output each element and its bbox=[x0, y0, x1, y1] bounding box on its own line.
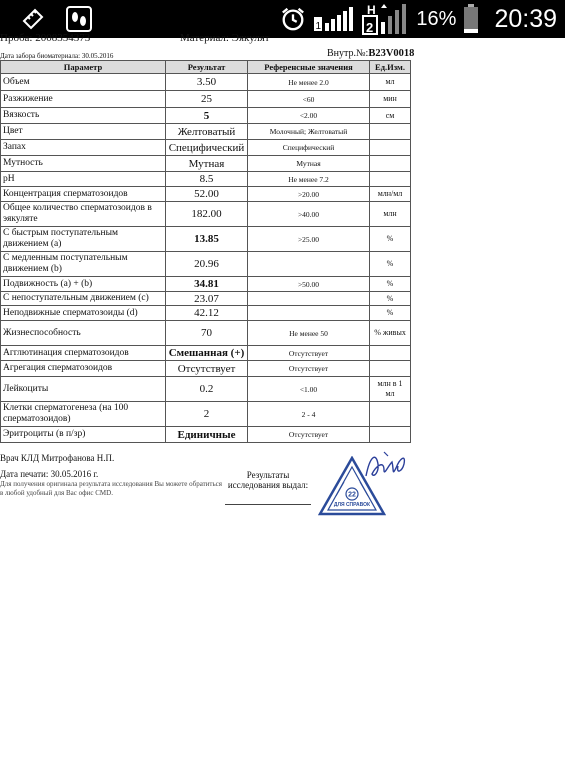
issued-by-signature-line bbox=[225, 504, 311, 505]
unit-value bbox=[370, 427, 411, 443]
internal-number-label: Внутр.№: bbox=[327, 48, 369, 59]
unit-value: % живых bbox=[370, 321, 411, 346]
reference-value: >20.00 bbox=[248, 187, 370, 202]
table-row bbox=[1, 292, 411, 306]
unit-value: % bbox=[370, 227, 411, 252]
unit-value bbox=[370, 140, 411, 156]
result-value: 182.00 bbox=[166, 202, 248, 227]
result-value: 3.50 bbox=[166, 74, 248, 91]
parameter-name: Мутность bbox=[1, 156, 166, 172]
parameter-name: Концентрация сперматозоидов bbox=[1, 187, 166, 202]
reference-value: 2 - 4 bbox=[248, 402, 370, 427]
header-parameter: Параметр bbox=[1, 61, 166, 74]
result-value: Мутная bbox=[166, 156, 248, 172]
result-value: 52.00 bbox=[166, 187, 248, 202]
doctor-signature bbox=[362, 446, 410, 486]
reference-value: Отсутствует bbox=[248, 346, 370, 361]
result-value: 42.12 bbox=[166, 306, 248, 321]
internal-number-value: B23V0018 bbox=[368, 48, 415, 59]
table-row bbox=[1, 227, 411, 252]
issued-by-label: Результаты исследования выдал: bbox=[227, 470, 309, 490]
results-table bbox=[0, 60, 411, 443]
table-row bbox=[1, 306, 411, 321]
ruler-tool-icon[interactable] bbox=[20, 6, 46, 32]
table-row bbox=[1, 108, 411, 124]
parameter-name: Эритроциты (в п/зр) bbox=[1, 427, 166, 443]
result-value: Специфический bbox=[166, 140, 248, 156]
header-result: Результат bbox=[166, 61, 248, 74]
header-reference: Референсные значения bbox=[248, 61, 370, 74]
original-note: Для получения оригинала результата исследования Вы можете обратиться в любой удобный для Вас офис CMD. bbox=[0, 480, 222, 497]
unit-value: мл bbox=[370, 74, 411, 91]
table-row bbox=[1, 74, 411, 91]
network-h-signal-icon bbox=[362, 3, 410, 35]
table-row bbox=[1, 172, 411, 187]
table-row bbox=[1, 277, 411, 292]
unit-value: мин bbox=[370, 91, 411, 108]
table-row bbox=[1, 252, 411, 277]
signal-strength-icon bbox=[312, 6, 356, 32]
reference-value: Мутная bbox=[248, 156, 370, 172]
result-value: 20.96 bbox=[166, 252, 248, 277]
reference-value bbox=[248, 252, 370, 277]
print-date: Дата печати: 30.05.2016 г. bbox=[0, 469, 99, 479]
reference-value: >40.00 bbox=[248, 202, 370, 227]
svg-text:ДЛЯ СПРАВОК: ДЛЯ СПРАВОК bbox=[333, 502, 371, 508]
reference-value: Молочный; Желтоватый bbox=[248, 124, 370, 140]
result-value: Отсутствует bbox=[166, 361, 248, 377]
parameter-name: С быстрым поступательным движением (а) bbox=[1, 227, 166, 252]
table-row bbox=[1, 124, 411, 140]
result-value: 23.07 bbox=[166, 292, 248, 306]
result-value: 13.85 bbox=[166, 227, 248, 252]
internal-number bbox=[327, 48, 414, 59]
reference-value: <1.00 bbox=[248, 377, 370, 402]
reference-value bbox=[248, 292, 370, 306]
unit-value: % bbox=[370, 292, 411, 306]
table-row bbox=[1, 427, 411, 443]
parameter-name: Клетки сперматогенеза (на 100 сперматозоидов) bbox=[1, 402, 166, 427]
unit-value bbox=[370, 346, 411, 361]
reference-value: >50.00 bbox=[248, 277, 370, 292]
reference-value: Не менее 2.0 bbox=[248, 74, 370, 91]
sample-number: Проба: 2008354373 bbox=[0, 32, 91, 44]
collection-date: Дата забора биоматериала: 30.05.2016 bbox=[0, 52, 114, 60]
reference-value: >25.00 bbox=[248, 227, 370, 252]
result-value: 8.5 bbox=[166, 172, 248, 187]
parameter-name: Подвижность (a) + (b) bbox=[1, 277, 166, 292]
parameter-name: Жизнеспособность bbox=[1, 321, 166, 346]
parameter-name: pH bbox=[1, 172, 166, 187]
unit-value: млн bbox=[370, 202, 411, 227]
unit-value: млн в 1 мл bbox=[370, 377, 411, 402]
svg-text:22: 22 bbox=[348, 491, 356, 499]
header-unit: Ед.Изм. bbox=[370, 61, 411, 74]
table-row bbox=[1, 202, 411, 227]
table-row bbox=[1, 140, 411, 156]
result-value: 0.2 bbox=[166, 377, 248, 402]
unit-value bbox=[370, 172, 411, 187]
footsteps-icon[interactable] bbox=[66, 6, 92, 32]
table-row bbox=[1, 156, 411, 172]
reference-value: <60 bbox=[248, 91, 370, 108]
result-value: Смешанная (+) bbox=[166, 346, 248, 361]
unit-value bbox=[370, 124, 411, 140]
result-value: 2 bbox=[166, 402, 248, 427]
parameter-name: Запах bbox=[1, 140, 166, 156]
svg-text:1: 1 bbox=[315, 21, 322, 32]
table-row bbox=[1, 377, 411, 402]
parameter-name: Общее количество сперматозоидов в эякуляте bbox=[1, 202, 166, 227]
unit-value: см bbox=[370, 108, 411, 124]
unit-value bbox=[370, 402, 411, 427]
unit-value: % bbox=[370, 252, 411, 277]
parameter-name: С непоступательным движением (c) bbox=[1, 292, 166, 306]
parameter-name: Разжижение bbox=[1, 91, 166, 108]
reference-value: Отсутствует bbox=[248, 427, 370, 443]
reference-value: Отсутствует bbox=[248, 361, 370, 377]
result-value: 34.81 bbox=[166, 277, 248, 292]
table-row bbox=[1, 346, 411, 361]
parameter-name: Неподвижные сперматозоиды (d) bbox=[1, 306, 166, 321]
reference-value: Не менее 7.2 bbox=[248, 172, 370, 187]
sample-cut-line bbox=[0, 32, 270, 44]
reference-value: Не менее 50 bbox=[248, 321, 370, 346]
material-label: Материал: Эякулят bbox=[180, 32, 270, 44]
parameter-name: Лейкоциты bbox=[1, 377, 166, 402]
reference-value: Специфический bbox=[248, 140, 370, 156]
parameter-name: Агрегация сперматозоидов bbox=[1, 361, 166, 377]
parameter-name: Агглютинация сперматозоидов bbox=[1, 346, 166, 361]
table-row bbox=[1, 402, 411, 427]
unit-value: % bbox=[370, 306, 411, 321]
result-value: Желтоватый bbox=[166, 124, 248, 140]
battery-icon bbox=[462, 6, 480, 32]
result-value: 70 bbox=[166, 321, 248, 346]
unit-value: млн/мл bbox=[370, 187, 411, 202]
doctor-name: Врач КЛД Митрофанова Н.П. bbox=[0, 453, 115, 463]
clock-time: 20:39 bbox=[494, 4, 557, 33]
parameter-name: Цвет bbox=[1, 124, 166, 140]
table-row bbox=[1, 321, 411, 346]
alarm-clock-icon bbox=[280, 6, 306, 32]
table-row bbox=[1, 361, 411, 377]
parameter-name: Вязкость bbox=[1, 108, 166, 124]
parameter-name: С медленным поступательным движением (b) bbox=[1, 252, 166, 277]
result-value: 25 bbox=[166, 91, 248, 108]
lab-report-document bbox=[0, 32, 565, 770]
result-value: 5 bbox=[166, 108, 248, 124]
svg-text:2: 2 bbox=[366, 20, 374, 35]
results-table-header bbox=[1, 61, 411, 74]
table-row bbox=[1, 187, 411, 202]
table-row bbox=[1, 91, 411, 108]
reference-value: <2.00 bbox=[248, 108, 370, 124]
unit-value bbox=[370, 361, 411, 377]
battery-percent: 16% bbox=[416, 7, 457, 30]
unit-value: % bbox=[370, 277, 411, 292]
unit-value bbox=[370, 156, 411, 172]
svg-text:H: H bbox=[367, 3, 377, 17]
parameter-name: Объем bbox=[1, 74, 166, 91]
reference-value bbox=[248, 306, 370, 321]
result-value: Единичные bbox=[166, 427, 248, 443]
